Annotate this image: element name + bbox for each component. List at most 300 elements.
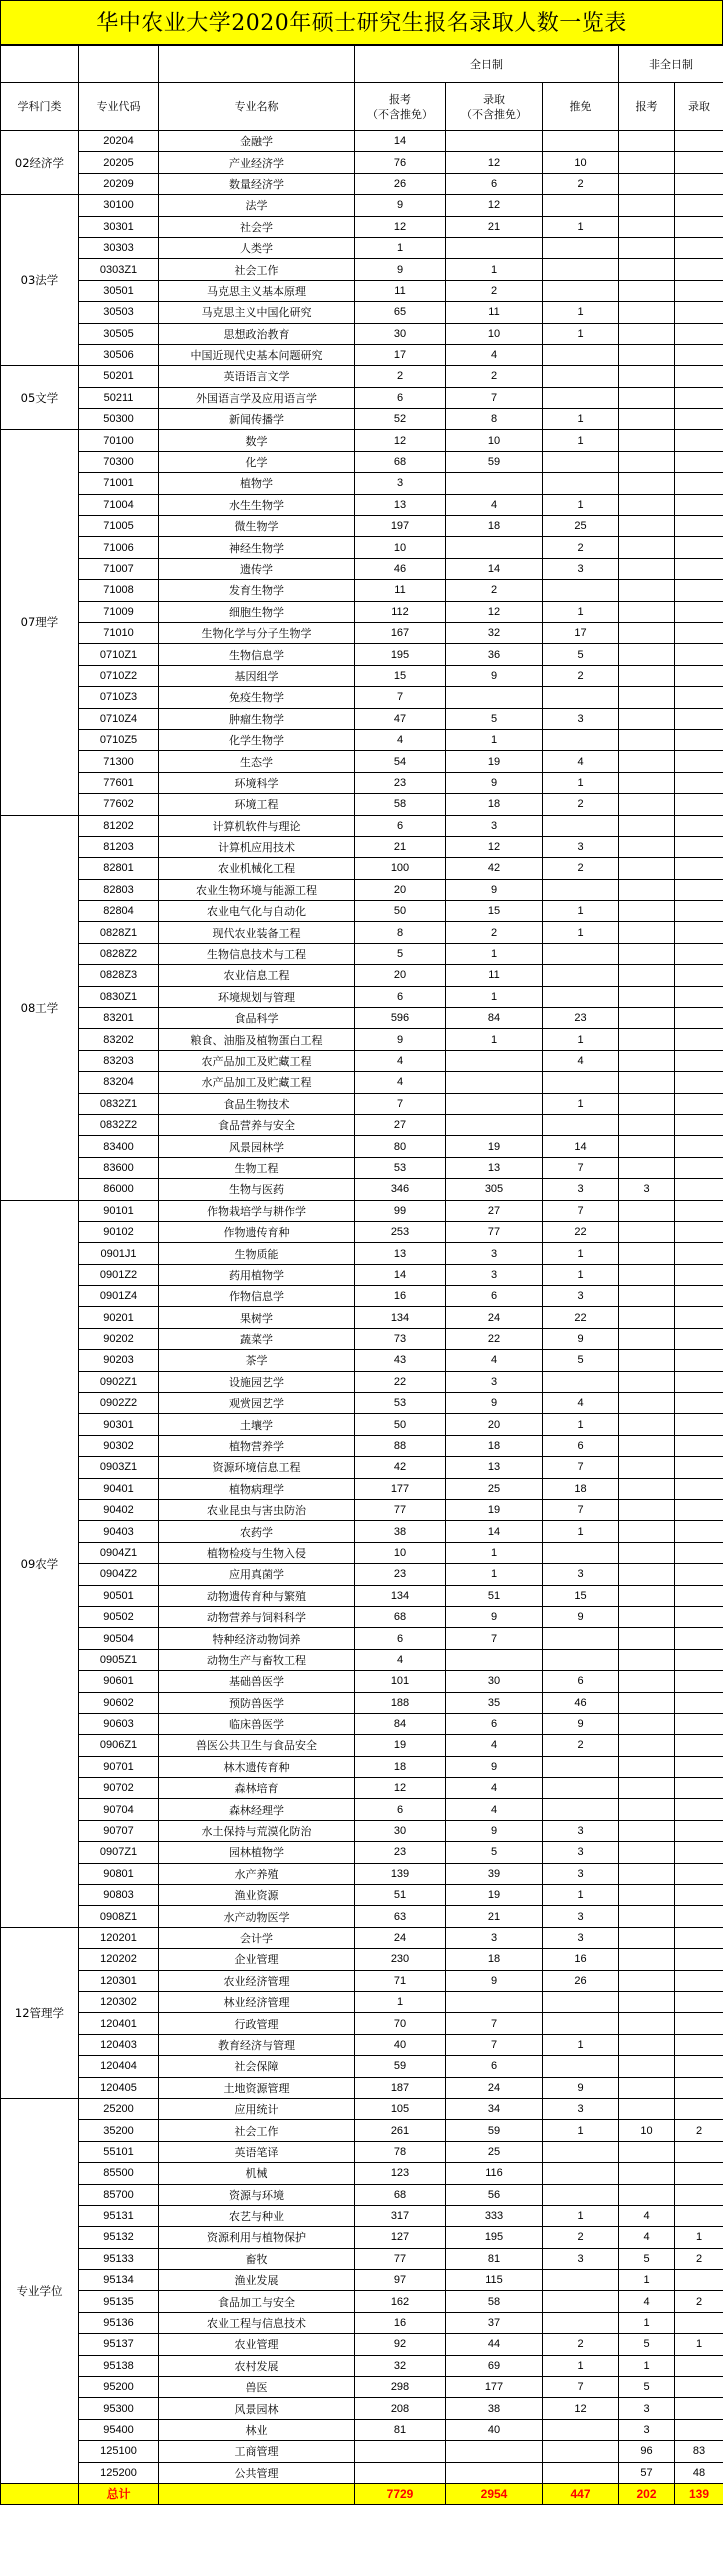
table-row: [1, 1970, 723, 1991]
admit-cell: 1: [446, 1029, 543, 1050]
name-cell: 农业经济管理: [159, 1970, 355, 1991]
pt-admit-cell: [675, 1713, 723, 1734]
admit-cell: 14: [446, 558, 543, 579]
pt-admit-cell: [675, 1414, 723, 1435]
code-cell: 90402: [79, 1500, 159, 1521]
total-pt-admit: 139: [675, 2483, 723, 2504]
code-cell: 25200: [79, 2098, 159, 2119]
code-cell: 86000: [79, 1179, 159, 1200]
name-cell: 农药学: [159, 1521, 355, 1542]
table-row: [1, 1243, 723, 1264]
table-row: [1, 836, 723, 857]
table-row: [1, 131, 723, 152]
pt-admit-cell: 1: [675, 2334, 723, 2355]
exempt-cell: [543, 1756, 619, 1777]
pt-apply-cell: [619, 1970, 675, 1991]
pt-apply-cell: [619, 237, 675, 258]
admit-cell: 56: [446, 2184, 543, 2205]
exempt-cell: 2: [543, 1735, 619, 1756]
admit-cell: 9: [446, 1820, 543, 1841]
admit-cell: 4: [446, 1350, 543, 1371]
pt-apply-cell: [619, 152, 675, 173]
code-cell: 50211: [79, 387, 159, 408]
header-row-columns: [1, 83, 723, 131]
pt-admit-cell: [675, 1927, 723, 1948]
admit-cell: [446, 1991, 543, 2012]
exempt-cell: [543, 2163, 619, 2184]
code-cell: 90501: [79, 1585, 159, 1606]
admit-cell: 34: [446, 2098, 543, 2119]
admit-cell: 20: [446, 1414, 543, 1435]
name-cell: 环境科学: [159, 772, 355, 793]
apply-cell: 298: [355, 2377, 446, 2398]
pt-admit-cell: [675, 558, 723, 579]
name-cell: 植物检疫与生物入侵: [159, 1542, 355, 1563]
admit-cell: 9: [446, 1756, 543, 1777]
code-cell: 30303: [79, 237, 159, 258]
header-admit-line2: （不含推免）: [461, 107, 527, 121]
table-row: [1, 2205, 723, 2226]
name-cell: 特种经济动物饲养: [159, 1628, 355, 1649]
pt-apply-cell: [619, 451, 675, 472]
pt-admit-cell: [675, 516, 723, 537]
pt-admit-cell: [675, 537, 723, 558]
admit-cell: 19: [446, 1136, 543, 1157]
admit-cell: 1: [446, 729, 543, 750]
admit-cell: 6: [446, 2056, 543, 2077]
admit-cell: 25: [446, 1478, 543, 1499]
admit-cell: 8: [446, 409, 543, 430]
category-cell: 05文学: [1, 366, 79, 430]
apply-cell: 70: [355, 2013, 446, 2034]
exempt-cell: 1: [543, 601, 619, 622]
exempt-cell: [543, 2013, 619, 2034]
pt-admit-cell: [675, 1799, 723, 1820]
table-row: [1, 2355, 723, 2376]
table-row: [1, 2098, 723, 2119]
table-row: [1, 1478, 723, 1499]
name-cell: 水产养殖: [159, 1863, 355, 1884]
pt-apply-cell: [619, 1286, 675, 1307]
table-row: [1, 1927, 723, 1948]
pt-admit-cell: [675, 751, 723, 772]
exempt-cell: 4: [543, 1050, 619, 1071]
admit-cell: 5: [446, 708, 543, 729]
pt-admit-cell: [675, 1286, 723, 1307]
apply-cell: 11: [355, 280, 446, 301]
pt-admit-cell: 2: [675, 2248, 723, 2269]
header-name: 专业名称: [159, 83, 355, 131]
header-blank: [1, 46, 79, 83]
apply-cell: 261: [355, 2120, 446, 2141]
exempt-cell: 1: [543, 772, 619, 793]
pt-admit-cell: [675, 1179, 723, 1200]
pt-apply-cell: [619, 622, 675, 643]
pt-apply-cell: [619, 1842, 675, 1863]
apply-cell: 14: [355, 131, 446, 152]
name-cell: 食品生物技术: [159, 1093, 355, 1114]
admit-cell: 1: [446, 1564, 543, 1585]
exempt-cell: 7: [543, 1500, 619, 1521]
code-cell: 0710Z1: [79, 644, 159, 665]
pt-admit-cell: [675, 1671, 723, 1692]
table-row: [1, 965, 723, 986]
code-cell: 90602: [79, 1692, 159, 1713]
code-cell: 90601: [79, 1671, 159, 1692]
category-cell: 02经济学: [1, 131, 79, 195]
code-cell: 120401: [79, 2013, 159, 2034]
name-cell: 动物营养与饲料科学: [159, 1606, 355, 1627]
exempt-cell: 3: [543, 1286, 619, 1307]
apply-cell: 97: [355, 2270, 446, 2291]
apply-cell: 139: [355, 1863, 446, 1884]
apply-cell: 58: [355, 794, 446, 815]
pt-apply-cell: [619, 323, 675, 344]
pt-apply-cell: [619, 1008, 675, 1029]
exempt-cell: 9: [543, 2077, 619, 2098]
exempt-cell: 4: [543, 1393, 619, 1414]
table-row: [1, 901, 723, 922]
apply-cell: 4: [355, 1072, 446, 1093]
pt-apply-cell: [619, 1927, 675, 1948]
pt-admit-cell: [675, 1735, 723, 1756]
exempt-cell: [543, 1542, 619, 1563]
code-cell: 81203: [79, 836, 159, 857]
apply-cell: 167: [355, 622, 446, 643]
code-cell: 95200: [79, 2377, 159, 2398]
apply-cell: 11: [355, 580, 446, 601]
pt-apply-cell: [619, 836, 675, 857]
table-row: [1, 409, 723, 430]
apply-cell: 188: [355, 1692, 446, 1713]
name-cell: 资源环境信息工程: [159, 1457, 355, 1478]
apply-cell: 1: [355, 237, 446, 258]
table-row: [1, 601, 723, 622]
pt-admit-cell: [675, 2056, 723, 2077]
code-cell: 30506: [79, 344, 159, 365]
code-cell: 83201: [79, 1008, 159, 1029]
apply-cell: 317: [355, 2205, 446, 2226]
name-cell: 动物生产与畜牧工程: [159, 1649, 355, 1670]
code-cell: 71006: [79, 537, 159, 558]
table-row: [1, 1307, 723, 1328]
code-cell: 90603: [79, 1713, 159, 1734]
code-cell: 120202: [79, 1949, 159, 1970]
header-admit: [446, 83, 543, 131]
pt-admit-cell: [675, 216, 723, 237]
exempt-cell: 2: [543, 2227, 619, 2248]
code-cell: 95135: [79, 2291, 159, 2312]
pt-admit-cell: [675, 1885, 723, 1906]
pt-apply-cell: [619, 1093, 675, 1114]
name-cell: 农业管理: [159, 2334, 355, 2355]
pt-apply-cell: [619, 473, 675, 494]
admit-cell: 84: [446, 1008, 543, 1029]
admit-cell: 42: [446, 858, 543, 879]
pt-admit-cell: 48: [675, 2462, 723, 2483]
pt-apply-cell: [619, 1050, 675, 1071]
admit-cell: 115: [446, 2270, 543, 2291]
apply-cell: 10: [355, 1542, 446, 1563]
code-cell: 71008: [79, 580, 159, 601]
admit-cell: 25: [446, 2141, 543, 2162]
apply-cell: 14: [355, 1264, 446, 1285]
table-row: [1, 794, 723, 815]
apply-cell: 4: [355, 729, 446, 750]
apply-cell: 2: [355, 366, 446, 387]
code-cell: 90101: [79, 1200, 159, 1221]
name-cell: 农产品加工及贮藏工程: [159, 1050, 355, 1071]
pt-apply-cell: 1: [619, 2312, 675, 2333]
table-row: [1, 665, 723, 686]
exempt-cell: [543, 965, 619, 986]
name-cell: 农业信息工程: [159, 965, 355, 986]
pt-apply-cell: [619, 965, 675, 986]
code-cell: 95136: [79, 2312, 159, 2333]
admit-cell: 13: [446, 1457, 543, 1478]
admit-cell: 36: [446, 644, 543, 665]
exempt-cell: 1: [543, 1414, 619, 1435]
admit-cell: [446, 2462, 543, 2483]
pt-admit-cell: [675, 879, 723, 900]
code-cell: 0906Z1: [79, 1735, 159, 1756]
pt-admit-cell: [675, 1221, 723, 1242]
pt-admit-cell: [675, 1692, 723, 1713]
table-row: [1, 1200, 723, 1221]
apply-cell: 10: [355, 537, 446, 558]
name-cell: 茶学: [159, 1350, 355, 1371]
admit-cell: 3: [446, 1243, 543, 1264]
table-row: [1, 1350, 723, 1371]
admit-cell: [446, 237, 543, 258]
pt-admit-cell: [675, 1136, 723, 1157]
code-cell: 90403: [79, 1521, 159, 1542]
code-cell: 90201: [79, 1307, 159, 1328]
table-row: [1, 644, 723, 665]
pt-apply-cell: [619, 366, 675, 387]
admit-cell: 24: [446, 1307, 543, 1328]
code-cell: 95132: [79, 2227, 159, 2248]
exempt-cell: [543, 943, 619, 964]
apply-cell: 9: [355, 259, 446, 280]
name-cell: 渔业资源: [159, 1885, 355, 1906]
code-cell: 0902Z1: [79, 1371, 159, 1392]
admit-cell: 14: [446, 1521, 543, 1542]
exempt-cell: 2: [543, 665, 619, 686]
admit-cell: 2: [446, 366, 543, 387]
admit-cell: 1: [446, 259, 543, 280]
name-cell: 机械: [159, 2163, 355, 2184]
table-row: [1, 751, 723, 772]
pt-apply-cell: [619, 644, 675, 665]
apply-cell: 53: [355, 1393, 446, 1414]
code-cell: 83202: [79, 1029, 159, 1050]
admit-cell: 3: [446, 1371, 543, 1392]
pt-apply-cell: [619, 1114, 675, 1135]
table-row: [1, 1093, 723, 1114]
pt-admit-cell: [675, 494, 723, 515]
table-row: [1, 195, 723, 216]
apply-cell: 16: [355, 2312, 446, 2333]
pt-apply-cell: 3: [619, 1179, 675, 1200]
apply-cell: 6: [355, 1799, 446, 1820]
pt-apply-cell: [619, 516, 675, 537]
table-row: [1, 1136, 723, 1157]
apply-cell: 596: [355, 1008, 446, 1029]
exempt-cell: 23: [543, 1008, 619, 1029]
table-row: [1, 622, 723, 643]
name-cell: 植物学: [159, 473, 355, 494]
pt-apply-cell: [619, 1029, 675, 1050]
apply-cell: 68: [355, 1606, 446, 1627]
pt-admit-cell: [675, 173, 723, 194]
pt-apply-cell: [619, 1628, 675, 1649]
exempt-cell: [543, 580, 619, 601]
code-cell: 83203: [79, 1050, 159, 1071]
pt-apply-cell: [619, 1350, 675, 1371]
category-cell: 03法学: [1, 195, 79, 366]
pt-admit-cell: [675, 430, 723, 451]
code-cell: 90302: [79, 1435, 159, 1456]
pt-admit-cell: [675, 1906, 723, 1927]
total-exempt: 447: [543, 2483, 619, 2504]
table-row: [1, 2013, 723, 2034]
name-cell: 水生生物学: [159, 494, 355, 515]
category-cell: 专业学位: [1, 2098, 79, 2483]
exempt-cell: 1: [543, 1885, 619, 1906]
admit-cell: 35: [446, 1692, 543, 1713]
table-row: [1, 1606, 723, 1627]
admit-cell: 4: [446, 1735, 543, 1756]
code-cell: 90704: [79, 1799, 159, 1820]
admit-cell: 30: [446, 1671, 543, 1692]
pt-admit-cell: [675, 152, 723, 173]
pt-apply-cell: 5: [619, 2377, 675, 2398]
name-cell: 免疫生物学: [159, 687, 355, 708]
admit-cell: 58: [446, 2291, 543, 2312]
apply-cell: 208: [355, 2398, 446, 2419]
name-cell: 森林经理学: [159, 1799, 355, 1820]
table-body: [1, 131, 723, 2484]
pt-apply-cell: [619, 1457, 675, 1478]
code-cell: 90102: [79, 1221, 159, 1242]
exempt-cell: 1: [543, 323, 619, 344]
name-cell: 社会保障: [159, 2056, 355, 2077]
name-cell: 数量经济学: [159, 173, 355, 194]
admit-cell: [446, 687, 543, 708]
name-cell: 食品科学: [159, 1008, 355, 1029]
code-cell: 0828Z1: [79, 922, 159, 943]
pt-admit-cell: [675, 1157, 723, 1178]
exempt-cell: 7: [543, 1157, 619, 1178]
header-pt-admit: 录取: [675, 83, 723, 131]
pt-apply-cell: [619, 665, 675, 686]
exempt-cell: 7: [543, 2377, 619, 2398]
pt-apply-cell: [619, 1671, 675, 1692]
table-row: [1, 1457, 723, 1478]
code-cell: 90707: [79, 1820, 159, 1841]
header-apply: [355, 83, 446, 131]
admit-cell: 11: [446, 302, 543, 323]
name-cell: 农业昆虫与害虫防治: [159, 1500, 355, 1521]
table-row: [1, 1756, 723, 1777]
pt-apply-cell: [619, 858, 675, 879]
admit-cell: 81: [446, 2248, 543, 2269]
table-row: [1, 858, 723, 879]
code-cell: 125100: [79, 2441, 159, 2462]
admit-cell: 7: [446, 2013, 543, 2034]
admit-cell: 27: [446, 1200, 543, 1221]
exempt-cell: [543, 1991, 619, 2012]
apply-cell: [355, 2462, 446, 2483]
name-cell: 社会工作: [159, 259, 355, 280]
pt-admit-cell: [675, 2034, 723, 2055]
code-cell: 82803: [79, 879, 159, 900]
table-row: [1, 1991, 723, 2012]
name-cell: 植物病理学: [159, 1478, 355, 1499]
table-row: [1, 1029, 723, 1050]
admit-cell: 12: [446, 836, 543, 857]
table-row: [1, 2034, 723, 2055]
pt-admit-cell: [675, 2419, 723, 2440]
apply-cell: 5: [355, 943, 446, 964]
exempt-cell: [543, 237, 619, 258]
table-row: [1, 2184, 723, 2205]
pt-apply-cell: [619, 1863, 675, 1884]
exempt-cell: [543, 195, 619, 216]
pt-apply-cell: [619, 131, 675, 152]
name-cell: 土地资源管理: [159, 2077, 355, 2098]
apply-cell: 253: [355, 1221, 446, 1242]
pt-apply-cell: [619, 2141, 675, 2162]
apply-cell: 46: [355, 558, 446, 579]
admit-cell: 2: [446, 922, 543, 943]
code-cell: 71004: [79, 494, 159, 515]
pt-apply-cell: [619, 387, 675, 408]
admit-cell: 9: [446, 665, 543, 686]
pt-apply-cell: [619, 1500, 675, 1521]
table-row: [1, 344, 723, 365]
apply-cell: 23: [355, 772, 446, 793]
pt-admit-cell: [675, 409, 723, 430]
exempt-cell: 3: [543, 1863, 619, 1884]
exempt-cell: 10: [543, 152, 619, 173]
table-row: [1, 1328, 723, 1349]
admit-cell: 7: [446, 1628, 543, 1649]
admit-cell: 5: [446, 1842, 543, 1863]
table-row: [1, 2120, 723, 2141]
name-cell: 林业: [159, 2419, 355, 2440]
code-cell: 0907Z1: [79, 1842, 159, 1863]
exempt-cell: [543, 451, 619, 472]
pt-admit-cell: [675, 2398, 723, 2419]
pt-admit-cell: [675, 1264, 723, 1285]
admit-cell: 38: [446, 2398, 543, 2419]
code-cell: 95138: [79, 2355, 159, 2376]
table-row: [1, 1286, 723, 1307]
pt-apply-cell: [619, 1371, 675, 1392]
admit-cell: 1: [446, 943, 543, 964]
exempt-cell: [543, 259, 619, 280]
admit-cell: 69: [446, 2355, 543, 2376]
pt-apply-cell: [619, 751, 675, 772]
pt-admit-cell: [675, 1500, 723, 1521]
name-cell: 资源与环境: [159, 2184, 355, 2205]
name-cell: 风景园林学: [159, 1136, 355, 1157]
apply-cell: 230: [355, 1949, 446, 1970]
admit-cell: 305: [446, 1179, 543, 1200]
pt-admit-cell: [675, 2312, 723, 2333]
